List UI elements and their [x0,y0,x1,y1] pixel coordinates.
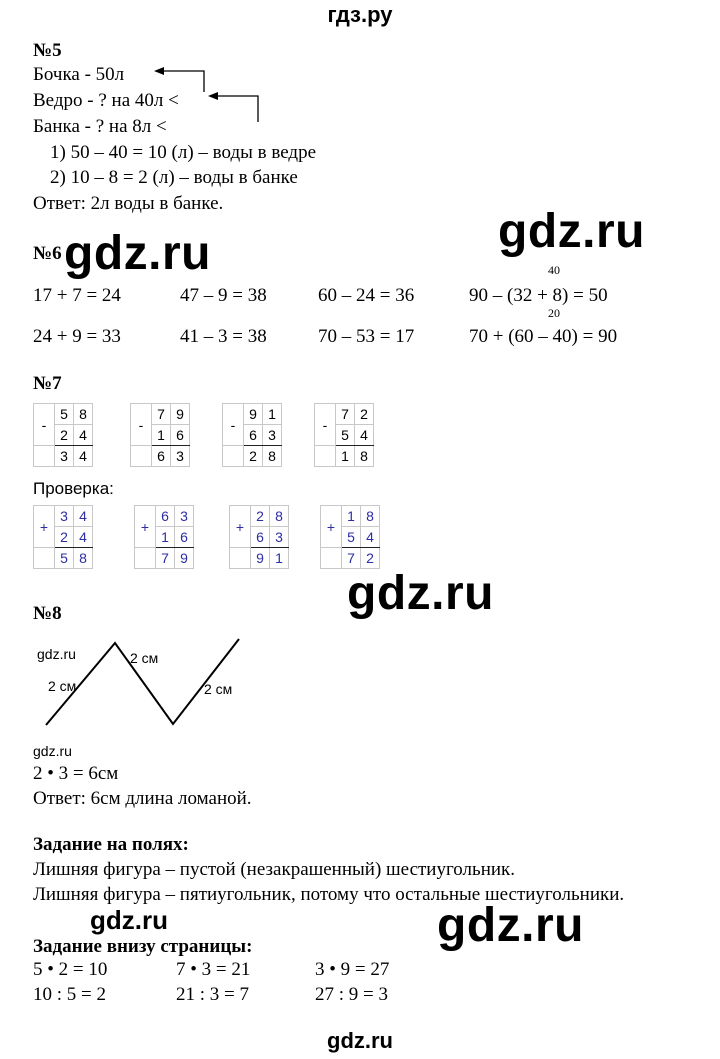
watermark-5: gdz.ru [437,899,584,952]
task5-line-bucket: Ведро - ? на 40л < [33,90,179,111]
task6-r2c4: 70 + (60 – 40) = 90 [469,326,618,347]
task7-title: №7 [33,373,62,394]
task5-title: №5 [33,40,62,61]
task8-answer: Ответ: 6см длина ломаной. [33,788,252,809]
subtraction-2: - 7 9 1 6 6 3 [130,403,190,467]
watermark-1: gdz.ru [498,205,645,258]
minus-sign: - [131,404,152,446]
plus-sign: + [135,506,156,548]
task5-line-can: Банка - ? на 8л < [33,116,167,137]
plus-sign: + [34,506,55,548]
bottom-r2c1: 10 : 5 = 2 [33,984,106,1005]
watermark-3: gdz.ru [347,567,494,620]
watermark-small-2: gdz.ru [33,743,72,759]
watermark-2: gdz.ru [64,227,211,280]
task6-r1c2: 47 – 9 = 38 [180,285,267,306]
plus-sign: + [321,506,342,548]
task6-r1c3: 60 – 24 = 36 [318,285,415,306]
task5-step1: 1) 50 – 40 = 10 (л) – воды в ведре [50,142,317,163]
task6-r1c4: 90 – (32 + 8) = 50 [469,285,608,306]
bottom-r2c2: 21 : 3 = 7 [176,984,249,1005]
bottom-r1c1: 5 • 2 = 10 [33,959,108,980]
task6-r2c2: 41 – 3 = 38 [180,326,267,347]
margin-task-title: Задание на полях: [33,834,189,855]
task6-note-20: 20 [548,306,560,320]
addition-4: + 1 8 5 4 7 2 [320,505,380,569]
task6-title: №6 [33,243,62,264]
task6-r2c3: 70 – 53 = 17 [318,326,415,347]
margin-task-line1: Лишняя фигура – пустой (незакрашенный) шестиугольник. [33,859,516,880]
margin-task-line2: Лишняя фигура – пятиугольник, потому что остальные шестиугольники. [33,884,625,905]
subtraction-3: - 9 1 6 3 2 8 [222,403,282,467]
segment-label-1: 2 см [48,678,77,694]
task5-arrows [150,60,270,130]
site-header: гдз.ру [327,2,393,27]
watermark-4: gdz.ru [90,905,168,935]
task8-calc: 2 • 3 = 6см [33,763,119,784]
segment-label-2: 2 см [130,650,159,666]
subtraction-1: - 5 8 2 4 3 4 [33,403,93,467]
bottom-task-title: Задание внизу страницы: [33,936,253,957]
subtraction-4: - 7 2 5 4 1 8 [314,403,374,467]
task5-step2: 2) 10 – 8 = 2 (л) – воды в банке [50,167,298,188]
bottom-r1c3: 3 • 9 = 27 [315,959,390,980]
watermark-small-1: gdz.ru [37,646,76,662]
check-label: Проверка: [33,479,114,498]
addition-2: + 6 3 1 6 7 9 [134,505,194,569]
addition-1: + 3 4 2 4 5 8 [33,505,93,569]
task8-title: №8 [33,603,62,624]
task5-answer: Ответ: 2л воды в банке. [33,193,224,214]
addition-3: + 2 8 6 3 9 1 [229,505,289,569]
watermark-footer: gdz.ru [327,1028,393,1053]
task6-note-40: 40 [548,263,560,277]
bottom-r1c2: 7 • 3 = 21 [176,959,251,980]
bottom-r2c3: 27 : 9 = 3 [315,984,388,1005]
task5-line-barrel: Бочка - 50л [33,64,125,85]
minus-sign: - [34,404,55,446]
minus-sign: - [315,404,336,446]
task6-r2c1: 24 + 9 = 33 [33,326,121,347]
plus-sign: + [230,506,251,548]
segment-label-3: 2 см [204,681,233,697]
task6-r1c1: 17 + 7 = 24 [33,285,121,306]
minus-sign: - [223,404,244,446]
